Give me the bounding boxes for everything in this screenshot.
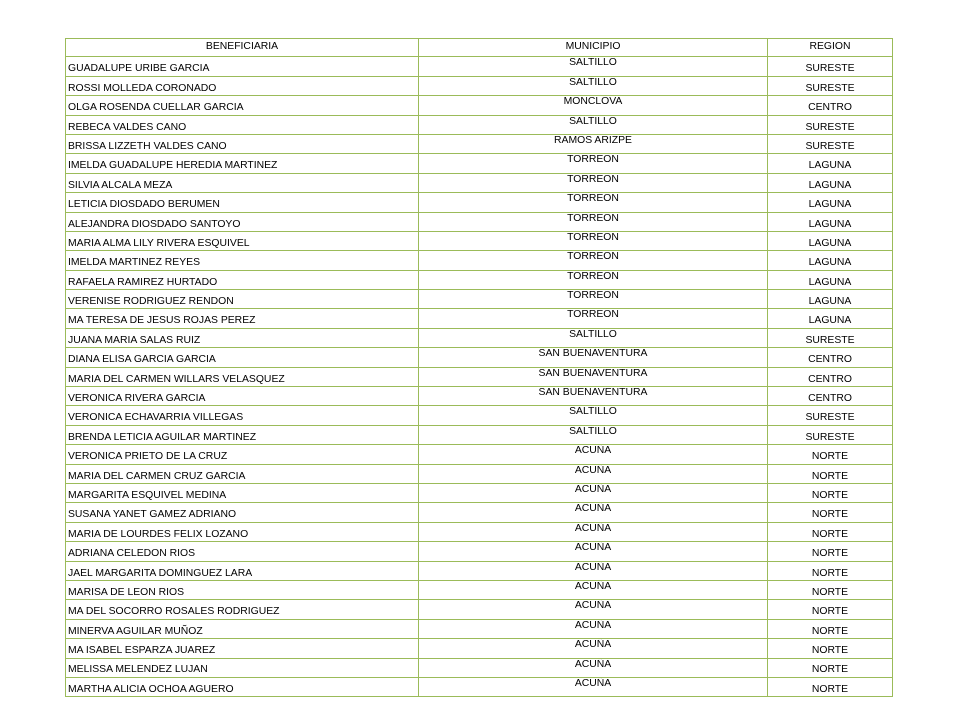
cell-beneficiaria: REBECA VALDES CANO [66, 115, 419, 134]
cell-region: LAGUNA [768, 231, 893, 250]
table-row [66, 677, 893, 696]
cell-municipio: TORREON [419, 173, 768, 192]
cell-region: NORTE [768, 658, 893, 677]
cell-municipio: ACUÑA [419, 580, 768, 599]
table-row [66, 348, 893, 367]
cell-beneficiaria: VERONICA ECHAVARRIA VILLEGAS [66, 406, 419, 425]
cell-beneficiaria: MELISSA MELENDEZ LUJAN [66, 658, 419, 677]
table-row [66, 76, 893, 95]
cell-municipio: MONCLOVA [419, 96, 768, 115]
cell-region: LAGUNA [768, 173, 893, 192]
cell-region: CENTRO [768, 348, 893, 367]
cell-region: LAGUNA [768, 193, 893, 212]
table-row [66, 406, 893, 425]
table-row [66, 483, 893, 502]
cell-beneficiaria: MARISA DE LEON RIOS [66, 580, 419, 599]
table-row [66, 193, 893, 212]
cell-municipio: ACUÑA [419, 522, 768, 541]
table-row [66, 561, 893, 580]
cell-region: NORTE [768, 561, 893, 580]
cell-region: NORTE [768, 619, 893, 638]
cell-municipio: TORREON [419, 231, 768, 250]
cell-beneficiaria: MARGARITA ESQUIVEL MEDINA [66, 483, 419, 502]
cell-region: SURESTE [768, 115, 893, 134]
cell-beneficiaria: MINERVA AGUILAR MUÑOZ [66, 619, 419, 638]
table-row [66, 619, 893, 638]
cell-beneficiaria: VERONICA RIVERA GARCIA [66, 387, 419, 406]
cell-municipio: ACUÑA [419, 503, 768, 522]
table-row [66, 57, 893, 76]
cell-beneficiaria: LETICIA DIOSDADO BERUMEN [66, 193, 419, 212]
cell-region: NORTE [768, 542, 893, 561]
cell-municipio: TORREON [419, 290, 768, 309]
cell-region: LAGUNA [768, 154, 893, 173]
cell-region: LAGUNA [768, 309, 893, 328]
cell-beneficiaria: ROSSI MOLLEDA CORONADO [66, 76, 419, 95]
table-row [66, 251, 893, 270]
table-row [66, 445, 893, 464]
cell-region: SURESTE [768, 57, 893, 76]
cell-municipio: TORREON [419, 193, 768, 212]
table-row [66, 600, 893, 619]
cell-beneficiaria: BRISSA LIZZETH VALDES CANO [66, 134, 419, 153]
cell-beneficiaria: VERENISE RODRIGUEZ RENDON [66, 290, 419, 309]
table-body [66, 57, 893, 697]
cell-beneficiaria: VERONICA PRIETO DE LA CRUZ [66, 445, 419, 464]
table-row [66, 173, 893, 192]
cell-region: LAGUNA [768, 251, 893, 270]
cell-municipio: SAN BUENAVENTURA [419, 387, 768, 406]
cell-municipio: ACUÑA [419, 445, 768, 464]
table-row [66, 212, 893, 231]
cell-municipio: SALTILLO [419, 76, 768, 95]
table-row [66, 639, 893, 658]
cell-beneficiaria: MARTHA ALICIA OCHOA AGUERO [66, 677, 419, 696]
cell-region: CENTRO [768, 367, 893, 386]
cell-region: NORTE [768, 522, 893, 541]
table-row [66, 464, 893, 483]
cell-municipio: ACUÑA [419, 483, 768, 502]
cell-region: SURESTE [768, 76, 893, 95]
cell-municipio: TORREON [419, 154, 768, 173]
cell-municipio: ACUÑA [419, 619, 768, 638]
table-row [66, 328, 893, 347]
cell-municipio: ACUÑA [419, 464, 768, 483]
cell-municipio: TORREON [419, 309, 768, 328]
table-row [66, 503, 893, 522]
cell-region: SURESTE [768, 328, 893, 347]
cell-region: CENTRO [768, 96, 893, 115]
table-row [66, 367, 893, 386]
table-row [66, 658, 893, 677]
cell-beneficiaria: JAEL MARGARITA DOMINGUEZ LARA [66, 561, 419, 580]
cell-municipio: SALTILLO [419, 57, 768, 76]
cell-beneficiaria: MARIA DEL CARMEN WILLARS VELASQUEZ [66, 367, 419, 386]
table-row [66, 96, 893, 115]
cell-municipio: SALTILLO [419, 115, 768, 134]
cell-municipio: SALTILLO [419, 406, 768, 425]
table-row [66, 425, 893, 444]
cell-beneficiaria: OLGA ROSENDA CUELLAR GARCIA [66, 96, 419, 115]
cell-beneficiaria: MA ISABEL ESPARZA JUAREZ [66, 639, 419, 658]
cell-municipio: ACUÑA [419, 639, 768, 658]
cell-beneficiaria: IMELDA MARTINEZ REYES [66, 251, 419, 270]
cell-beneficiaria: ADRIANA CELEDON RIOS [66, 542, 419, 561]
cell-region: NORTE [768, 503, 893, 522]
cell-region: NORTE [768, 483, 893, 502]
cell-municipio: SAN BUENAVENTURA [419, 348, 768, 367]
cell-beneficiaria: MARIA ALMA LILY RIVERA ESQUIVEL [66, 231, 419, 250]
header-municipio: MUNICIPIO [419, 39, 768, 57]
cell-beneficiaria: MARIA DE LOURDES FELIX LOZANO [66, 522, 419, 541]
cell-municipio: TORREON [419, 251, 768, 270]
cell-municipio: TORREON [419, 270, 768, 289]
table-row [66, 309, 893, 328]
cell-municipio: ACUÑA [419, 677, 768, 696]
cell-beneficiaria: MA DEL SOCORRO ROSALES RODRIGUEZ [66, 600, 419, 619]
cell-region: NORTE [768, 445, 893, 464]
table-row [66, 542, 893, 561]
cell-region: NORTE [768, 580, 893, 599]
table-header-row [66, 39, 893, 57]
cell-region: NORTE [768, 677, 893, 696]
cell-region: SURESTE [768, 425, 893, 444]
table-row [66, 387, 893, 406]
cell-beneficiaria: IMELDA GUADALUPE HEREDIA MARTINEZ [66, 154, 419, 173]
cell-municipio: SALTILLO [419, 328, 768, 347]
table-row [66, 270, 893, 289]
cell-municipio: RAMOS ARIZPE [419, 134, 768, 153]
cell-beneficiaria: SUSANA YANET GAMEZ ADRIANO [66, 503, 419, 522]
cell-municipio: TORREON [419, 212, 768, 231]
header-beneficiaria: BENEFICIARIA [66, 39, 419, 57]
cell-municipio: ACUÑA [419, 561, 768, 580]
cell-municipio: SALTILLO [419, 425, 768, 444]
cell-region: SURESTE [768, 134, 893, 153]
table-row [66, 115, 893, 134]
cell-region: NORTE [768, 464, 893, 483]
cell-region: LAGUNA [768, 270, 893, 289]
cell-region: LAGUNA [768, 212, 893, 231]
cell-beneficiaria: GUADALUPE URIBE GARCIA [66, 57, 419, 76]
cell-beneficiaria: MARIA DEL CARMEN CRUZ GARCIA [66, 464, 419, 483]
cell-beneficiaria: DIANA ELISA GARCIA GARCIA [66, 348, 419, 367]
cell-municipio: SAN BUENAVENTURA [419, 367, 768, 386]
table-row [66, 290, 893, 309]
cell-beneficiaria: BRENDA LETICIA AGUILAR MARTINEZ [66, 425, 419, 444]
beneficiary-table [65, 38, 893, 697]
table-row [66, 154, 893, 173]
header-region: REGION [768, 39, 893, 57]
cell-beneficiaria: JUANA MARIA SALAS RUIZ [66, 328, 419, 347]
table-row [66, 580, 893, 599]
table-row [66, 522, 893, 541]
cell-region: CENTRO [768, 387, 893, 406]
cell-region: NORTE [768, 600, 893, 619]
cell-beneficiaria: RAFAELA RAMIREZ HURTADO [66, 270, 419, 289]
cell-beneficiaria: MA TERESA DE JESUS ROJAS PEREZ [66, 309, 419, 328]
cell-region: LAGUNA [768, 290, 893, 309]
cell-municipio: ACUÑA [419, 600, 768, 619]
table-row [66, 231, 893, 250]
cell-municipio: ACUÑA [419, 658, 768, 677]
cell-beneficiaria: ALEJANDRA DIOSDADO SANTOYO [66, 212, 419, 231]
cell-municipio: ACUÑA [419, 542, 768, 561]
cell-region: SURESTE [768, 406, 893, 425]
table-row [66, 134, 893, 153]
cell-beneficiaria: SILVIA ALCALA MEZA [66, 173, 419, 192]
cell-region: NORTE [768, 639, 893, 658]
